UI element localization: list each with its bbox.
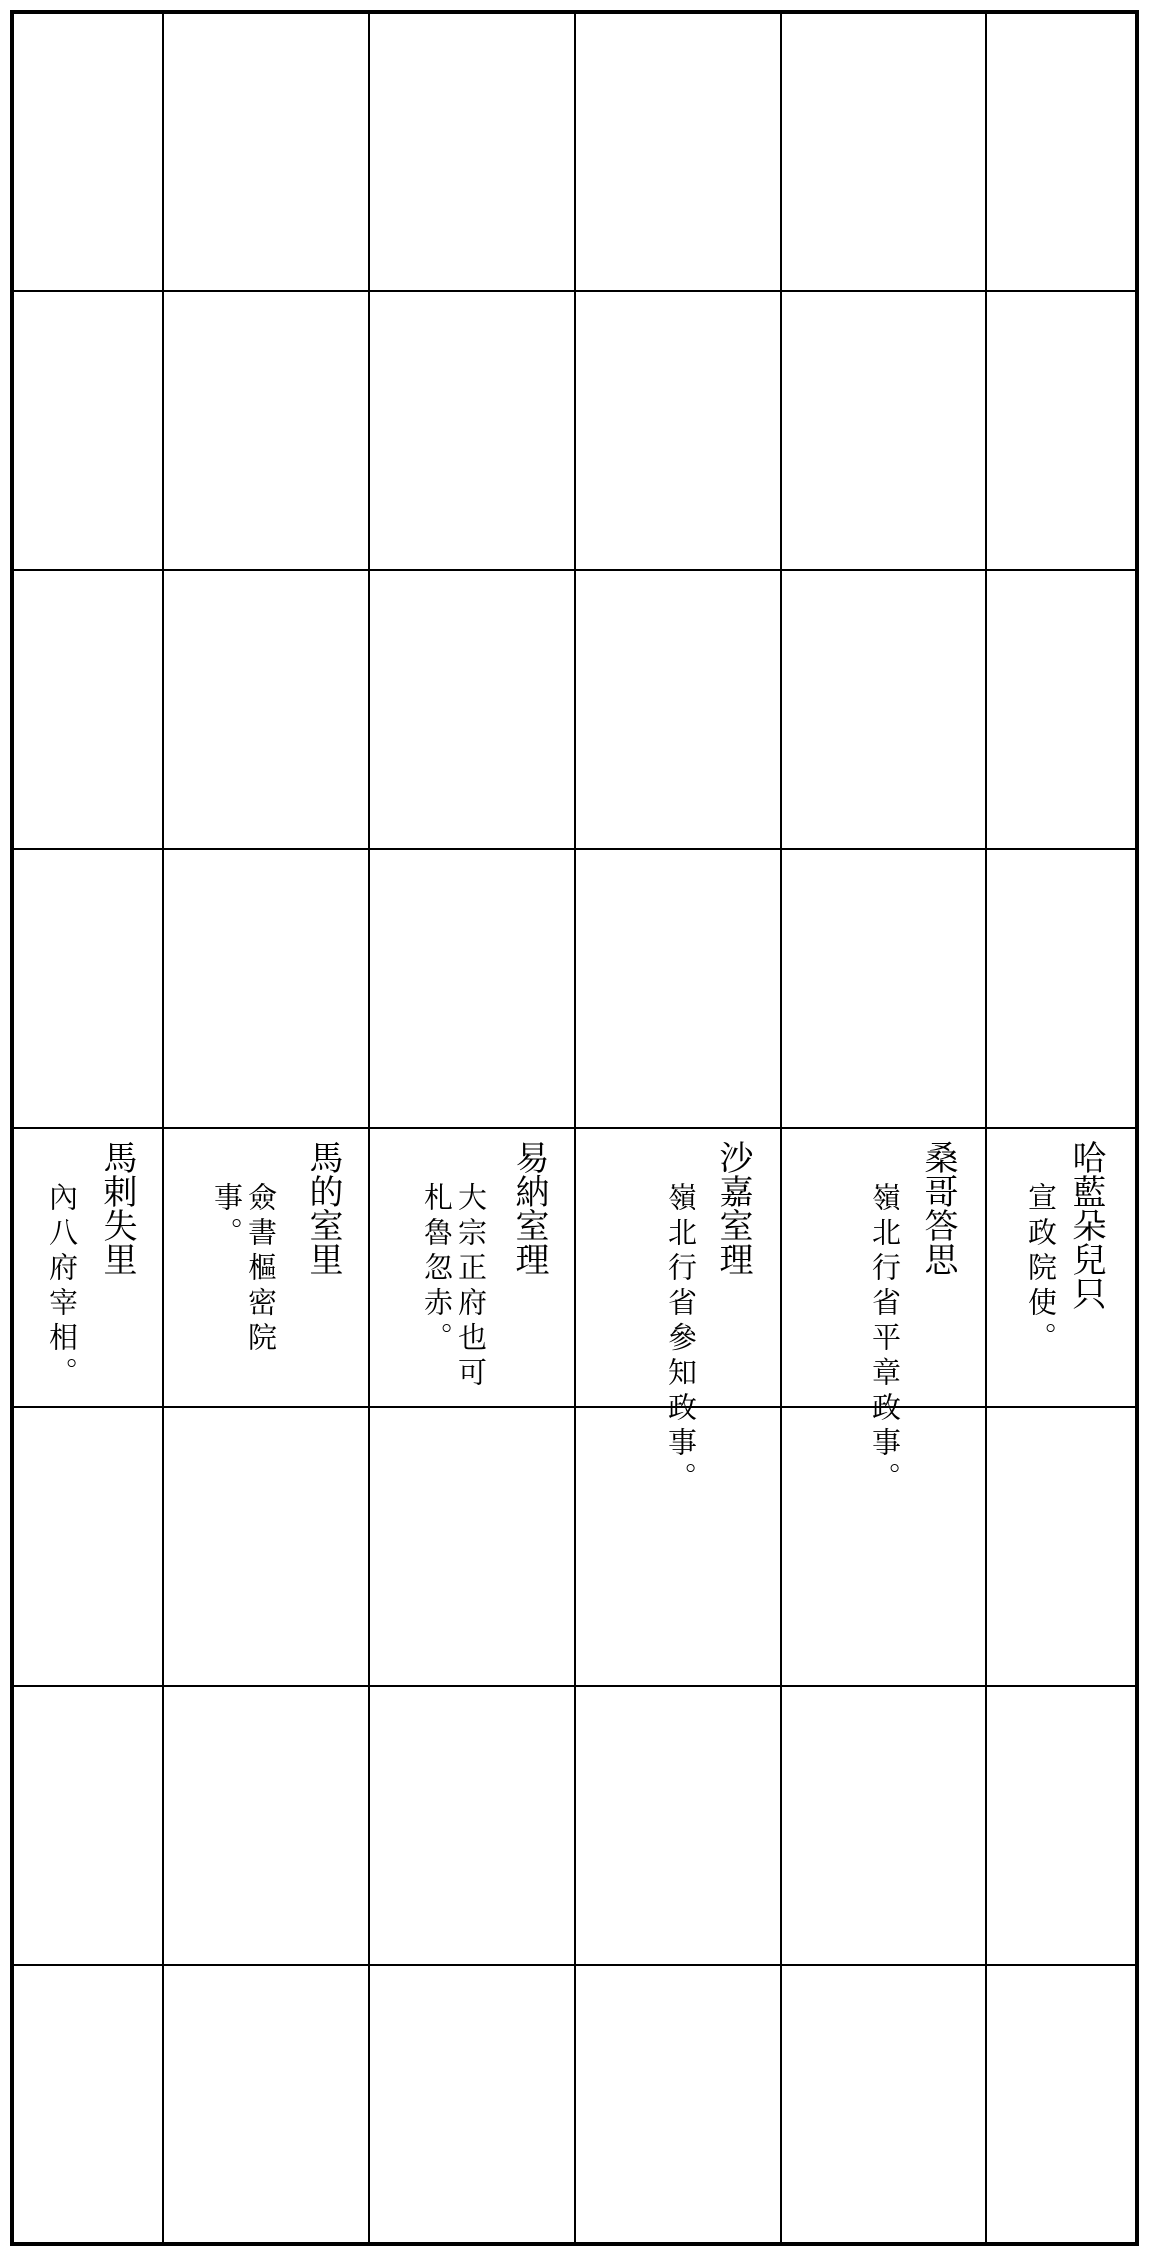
entry-description: 宣政院使。 xyxy=(1024,1182,1058,1357)
entry-description: 嶺北行省平章政事。 xyxy=(868,1182,902,1497)
entry-name: 桑哥答思 xyxy=(918,1140,958,1276)
entry-name: 易納室理 xyxy=(509,1140,549,1276)
entry-description: 內八府宰相。 xyxy=(45,1182,79,1392)
entry-description: 僉書樞密院事。 xyxy=(210,1182,278,1357)
entry-name: 馬剌失里 xyxy=(97,1140,137,1276)
entry-name: 馬的室里 xyxy=(303,1140,343,1276)
entry-name: 哈藍朵兒只 xyxy=(1066,1140,1106,1310)
entry-description: 嶺北行省參知政事。 xyxy=(664,1182,698,1497)
entry-name: 沙嘉室理 xyxy=(713,1140,753,1276)
entry-description: 大宗正府也可札魯忽赤。 xyxy=(420,1182,488,1392)
